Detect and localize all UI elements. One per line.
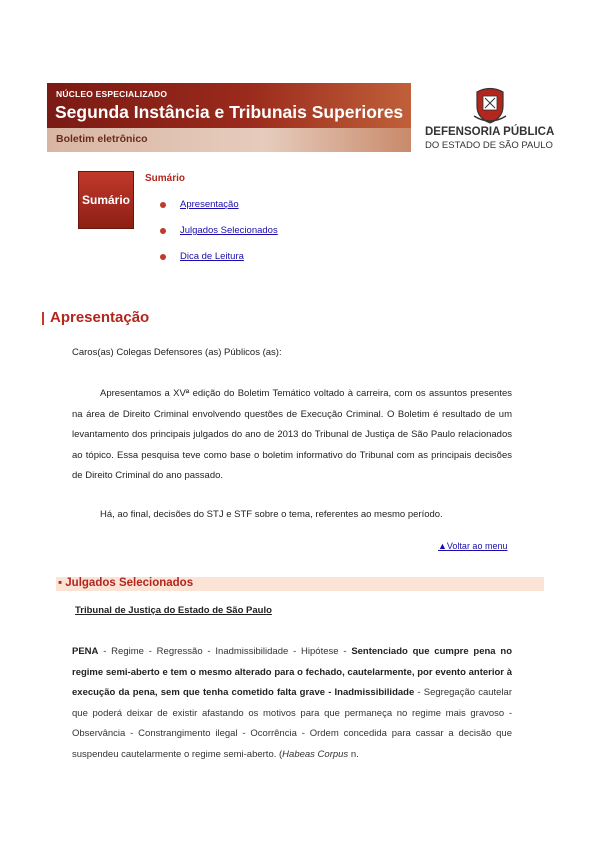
entry-lead: PENA xyxy=(72,646,99,657)
summary-link-dica[interactable]: Dica de Leitura xyxy=(180,251,244,262)
banner-subtitle-area xyxy=(47,128,411,152)
bullet-icon xyxy=(160,254,166,260)
entry-case-tail: n. xyxy=(348,748,359,760)
section-title-apresentacao: Apresentação xyxy=(50,309,150,326)
banner-kicker: NÚCLEO ESPECIALIZADO xyxy=(56,89,168,99)
logo-subtitle: DO ESTADO DE SÃO PAULO xyxy=(425,140,553,151)
section-header-julgados xyxy=(56,577,544,591)
court-heading: Tribunal de Justiça do Estado de São Paulo xyxy=(75,605,272,616)
section-title-julgados xyxy=(58,577,193,589)
entry-summary: Sentenciado que cumpre pena no regime semi-aberto e tem o mesmo alterado para o fechado, cautelarmente, por evento anterior à execução da pena, sem que tenha cometido falta grave - Inadmissibilidade xyxy=(72,646,512,698)
section-title-julgados-label: Julgados Selecionados xyxy=(65,577,194,589)
square-bullet-icon: ▪ xyxy=(58,577,63,589)
coat-of-arms-icon xyxy=(473,86,507,124)
section-marker xyxy=(42,312,44,325)
back-to-menu-label: Voltar ao menu xyxy=(446,541,508,551)
intro-paragraph: Apresentamos a XVª edição do Boletim Temático voltado à carreira, com os assuntos presentes na área de Direito Criminal envolvendo questões de Execução Criminal. O Boletim é resultado de um levantamento dos principais julgados do ano de 2013 do Tribunal de Justiça de São Paulo relacionados ao tópico. Essa pesquisa teve como base o boletim informativo do Tribunal com as principais decisões de Direito Criminal do ano passado. xyxy=(72,388,512,481)
up-triangle-icon: ▲ xyxy=(438,541,447,551)
summary-badge xyxy=(78,171,134,229)
bullet-icon xyxy=(160,228,166,234)
judgment-entry xyxy=(72,642,512,765)
entry-case-type: Habeas Corpus xyxy=(282,748,349,760)
greeting: Caros(as) Colegas Defensores (as) Públicos (as): xyxy=(72,347,282,358)
banner-title: Segunda Instância e Tribunais Superiores xyxy=(55,102,404,122)
back-to-menu-link[interactable] xyxy=(438,541,507,551)
defensoria-logo xyxy=(423,86,573,154)
summary-link-apresentacao[interactable]: Apresentação xyxy=(180,199,239,210)
header-banner xyxy=(47,83,411,152)
entry-keywords: - Regime - Regressão - Inadmissibilidade - Hipótese - xyxy=(98,646,352,657)
intro-paragraph-2: Há, ao final, decisões do STJ e STF sobre o tema, referentes ao mesmo período. xyxy=(100,509,443,520)
banner-title-area xyxy=(47,83,411,128)
banner-subtitle: Boletim eletrônico xyxy=(56,133,148,145)
bullet-icon xyxy=(160,202,166,208)
summary-link-julgados[interactable]: Julgados Selecionados xyxy=(180,225,278,236)
entry-body: - Segregação cautelar que poderá deixar de existir afastando os motivos para que permaneça no regime mais gravoso - Observância - Constrangimento ilegal - Ocorrência - Ordem concedida para cassar a decisão que suspendeu cautelarmente o regime semi-aberto. ( xyxy=(72,687,512,760)
logo-name: DEFENSORIA PÚBLICA xyxy=(425,126,555,138)
summary-title: Sumário xyxy=(145,173,186,184)
summary-badge-label: Sumário xyxy=(81,193,130,207)
